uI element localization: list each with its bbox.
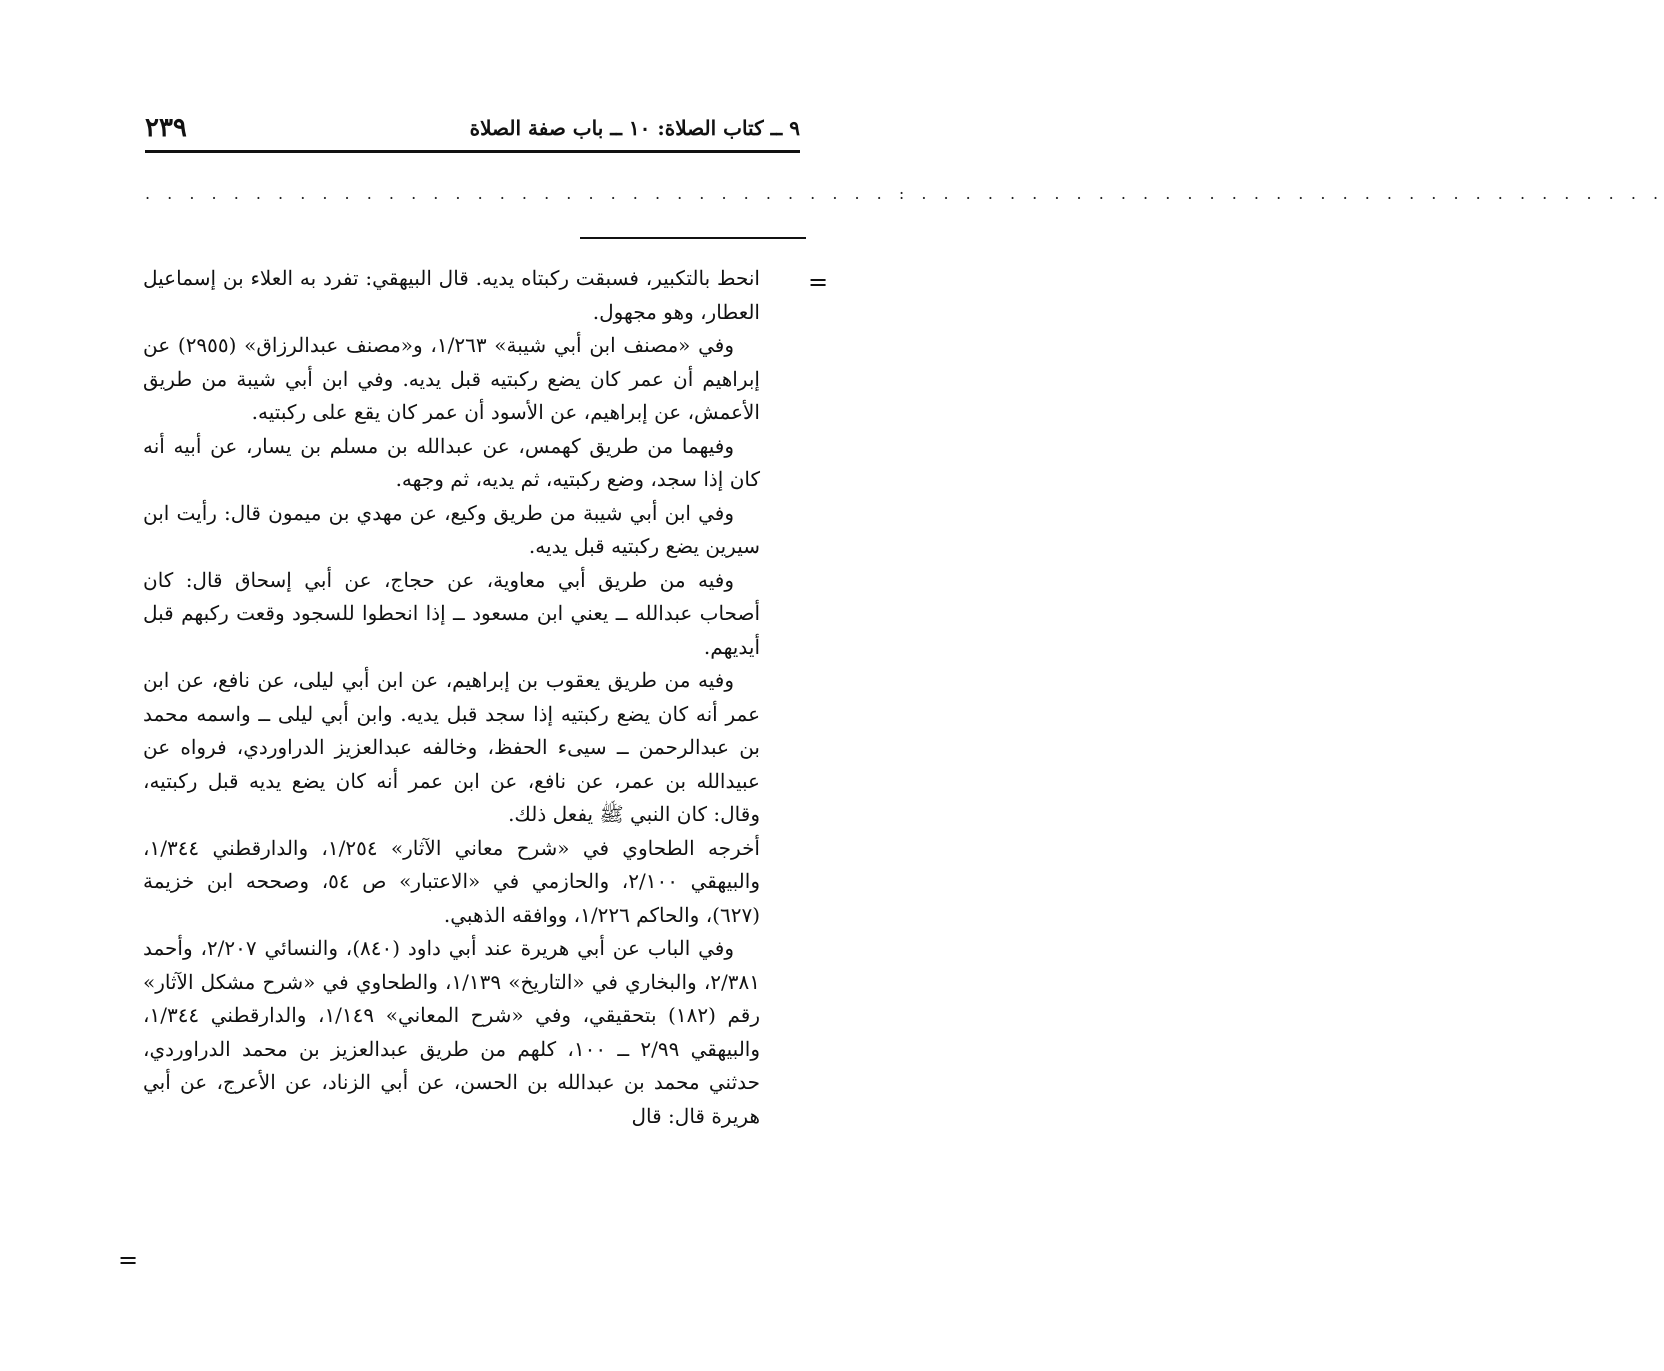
footnote-paragraph: وفي الباب عن أبي هريرة عند أبي داود (٨٤٠)، والنسائي ٢/٢٠٧، وأحمد ٢/٣٨١، والبخاري في «التاريخ» ١/١٣٩، والطحاوي في «شرح مشكل الآثار» رقم (١٨٢) بتحقيقي، وفي «شرح المعاني» ١/١٤٩، والدارقطني ١/٣٤٤، والبيهقي ٢/٩٩ ــ ١٠٠، كلهم من طريق عبدالعزيز بن محمد الدراوردي، حدثني محمد بن عبدالله بن الحسن، عن أبي الزناد، عن الأعرج، عن أبي هريرة قال: قال xyxy=(143,936,760,1128)
footnote-paragraph: وفيه من طريق يعقوب بن إبراهيم، عن ابن أبي ليلى، عن نافع، عن ابن عمر أنه كان يضع ركبتيه إذا سجد قبل يديه. وابن أبي ليلى ــ واسمه محمد بن عبدالرحمن ــ سيىء الحفظ، وخالفه عبدالعزيز الدراوردي، فرواه عن عبيدالله بن عمر، عن نافع، عن ابن عمر أنه كان يضع يديه قبل ركبتيه، وقال: كان النبي ﷺ يفعل ذلك. xyxy=(143,668,760,826)
footnote-text xyxy=(143,262,760,1133)
footnote-paragraph: وفي «مصنف ابن أبي شيبة» ١/٢٦٣، و«مصنف عبدالرزاق» (٢٩٥٥) عن إبراهيم أن عمر كان يضع ركبتيه قبل يديه. وفي ابن أبي شيبة من طريق الأعمش، عن إبراهيم، عن الأسود أن عمر كان يقع على ركبتيه. xyxy=(143,333,760,424)
text-separator-dots: . . . . . . . . . . . . . . . . . . . . . . . . . . . . . . . . . . : . . . . . . . . . . . . . . . . . . . . . . . . . . . . . . . . . . xyxy=(145,184,1664,203)
footnote-paragraph: انحط بالتكبير، فسبقت ركبتاه يديه. قال البيهقي: تفرد به العلاء بن إسماعيل العطار، وهو مجهول. xyxy=(143,266,760,324)
header-rule xyxy=(145,150,800,153)
running-head: ٩ ــ كتاب الصلاة: ١٠ ــ باب صفة الصلاة xyxy=(469,116,800,140)
page-header xyxy=(145,108,800,148)
page-number: ٢٣٩ xyxy=(145,113,187,143)
footnote-paragraph: وفيه من طريق أبي معاوية، عن حجاج، عن أبي إسحاق قال: كان أصحاب عبدالله ــ يعني ابن مسعود ــ إذا انحطوا للسجود وقعت ركبهم قبل أيديهم. xyxy=(143,567,760,659)
continuation-mark-end: = xyxy=(118,1246,139,1274)
footnote-paragraph: وفيهما من طريق كهمس، عن عبدالله بن مسلم بن يسار، عن أبيه أنه كان إذا سجد، وضع ركبتيه، ثم يديه، ثم وجهه. xyxy=(143,433,760,491)
footnote-paragraph: وفي ابن أبي شيبة من طريق وكيع، عن مهدي بن ميمون قال: رأيت ابن سيرين يضع ركبتيه قبل يديه. xyxy=(143,500,760,558)
footnote-rule xyxy=(580,237,806,239)
footnote-paragraph: أخرجه الطحاوي في «شرح معاني الآثار» ١/٢٥٤، والدارقطني ١/٣٤٤، والبيهقي ٢/١٠٠، والحازمي في «الاعتبار» ص ٥٤، وصححه ابن خزيمة (٦٢٧)، والحاكم ١/٢٢٦، ووافقه الذهبي. xyxy=(143,835,760,927)
continuation-mark-start: = xyxy=(808,268,829,296)
